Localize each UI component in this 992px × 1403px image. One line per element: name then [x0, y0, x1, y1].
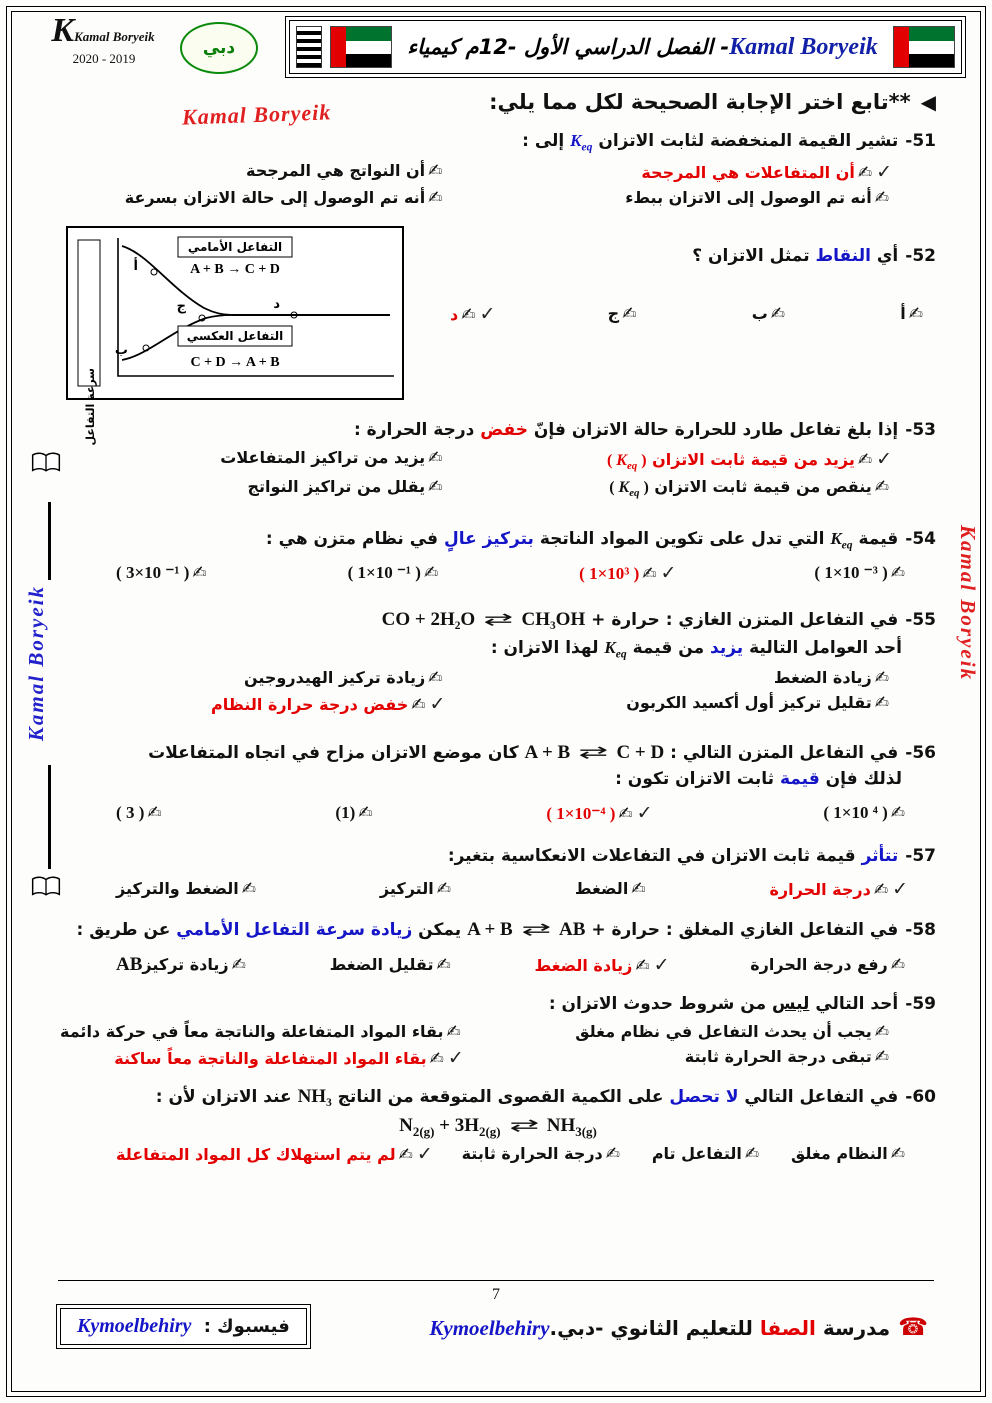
left-margin-watermark: Kamal Boryeik — [24, 585, 48, 742]
question-segment: لهذا الاتزان : — [490, 637, 605, 658]
chemical-formula: NH₃ — [297, 1086, 332, 1108]
option-label: رفع درجة الحرارة — [750, 954, 888, 974]
option-label: درجة الحرارة — [769, 880, 871, 900]
pen-icon: ✍ — [890, 1144, 905, 1165]
answer-option — [489, 477, 936, 499]
facebook-handle: Kymoelbehiry — [77, 1315, 192, 1337]
option-label: خفض درجة حرارة النظام — [211, 694, 409, 714]
question-segment: لذلك فإن — [819, 769, 902, 790]
margin-rule — [48, 502, 51, 580]
chemical-equation: A + B ⇄ C + D — [524, 741, 665, 763]
option-label: ( 1×10 ⁻³ ) — [814, 563, 888, 583]
option-label: أن النواتج هي المرجحة — [246, 160, 426, 180]
question-keyword: يزيد — [710, 637, 744, 658]
pen-icon: ✍ — [770, 304, 786, 325]
pen-icon: ✍ — [642, 564, 657, 585]
question-segment: كان موضع الاتزان مزاح في اتجاه المتفاعلات — [148, 742, 525, 763]
answer-option — [575, 879, 649, 899]
author-logo-script — [34, 14, 174, 48]
author-signature: Kamal Boryeik — [181, 99, 332, 130]
pen-icon: ✍ — [890, 563, 905, 584]
option-label: يزيد من قيمة ثابت الاتزان ( $K_{eq}$ ) — [606, 450, 855, 473]
question-54 — [60, 526, 936, 585]
answer-option-correct — [60, 1047, 508, 1069]
question-keyword: خفض — [480, 419, 528, 440]
option-label: د — [450, 305, 459, 325]
pen-icon: ✍ — [436, 954, 451, 975]
option-label: بقاء المواد المتفاعلة والناتجة معاً في حركة دائمة — [60, 1022, 444, 1042]
option-label: أنه تم الوصول إلى حالة الاتزان بسرعة — [124, 187, 426, 207]
pen-icon: ✍ — [635, 955, 650, 976]
pen-icon: ✍ — [423, 563, 439, 584]
right-margin-watermark: Kamal Boryeik — [956, 525, 980, 682]
footer-divider — [58, 1280, 934, 1281]
answer-option — [60, 477, 489, 499]
keq-symbol: $K_{eq}$ — [604, 637, 627, 661]
option-label: تبقى درجة الحرارة ثابتة — [684, 1047, 872, 1067]
option-label: ( 1×10⁻⁴ ) — [546, 803, 616, 823]
pen-icon: ✍ — [874, 1047, 889, 1068]
question-text — [60, 606, 936, 635]
pen-icon: ✍ — [874, 1022, 889, 1043]
pen-icon: ✍ — [241, 879, 256, 900]
checkmark-icon: ✓ — [876, 448, 892, 471]
equilibrium-arrow-icon: ⇄ — [483, 610, 514, 631]
question-number: 55- — [905, 610, 936, 631]
page-title — [400, 34, 885, 61]
option-label: يزيد من تراكيز المتفاعلات — [220, 448, 426, 468]
question-segment: أحد العوامل التالية — [743, 637, 902, 658]
questions-area — [60, 90, 936, 1165]
pen-icon: ✍ — [428, 160, 443, 181]
chemical-formula: A + B — [467, 919, 513, 941]
checkmark-icon: ✓ — [876, 160, 892, 183]
graph-point-a: أ — [133, 258, 138, 274]
question-segment: من قيمة — [626, 637, 711, 658]
options-row — [414, 303, 936, 325]
answer-option — [508, 1047, 936, 1069]
author-logo — [34, 14, 174, 67]
graph-reverse-equation: C + D → A + B — [190, 354, 280, 370]
option-label: أن المتفاعلات هي المرجحة — [641, 162, 855, 182]
options-grid — [60, 448, 936, 499]
answer-option — [116, 954, 249, 976]
question-keyword: ليس — [772, 993, 810, 1014]
answer-option-correct — [489, 448, 936, 472]
question-segment: في التفاعل المتزن الغازي : حرارة + — [585, 610, 899, 631]
pen-icon: ✍ — [618, 803, 633, 824]
option-label: ب — [751, 304, 768, 324]
graph-point-b: ب — [114, 342, 128, 358]
graph-y-axis-label: سرعة التفاعل — [84, 367, 97, 446]
pen-icon: ✍ — [436, 879, 451, 900]
section-heading-text: **تابع اختر الإجابة الصحيحة لكل مما يلي: — [489, 90, 911, 114]
margin-rule — [48, 765, 51, 869]
answer-option-correct — [534, 954, 669, 976]
checkmark-icon: ✓ — [479, 303, 496, 326]
answer-option — [60, 448, 489, 472]
pen-icon: ✍ — [874, 692, 889, 713]
pen-icon: ✍ — [890, 802, 905, 823]
question-segment: في التفاعل الغازي المغلق : حرارة + — [585, 920, 899, 941]
pen-icon: ✍ — [446, 1022, 461, 1043]
school-name-segment: للتعليم الثانوي -دبي. — [549, 1315, 760, 1340]
checkmark-icon: ✓ — [447, 1047, 464, 1070]
chemical-formula: CH₃OH — [521, 609, 586, 631]
question-number: 54- — [905, 528, 936, 549]
pen-icon: ✍ — [428, 448, 443, 469]
question-keyword: قيمة — [779, 769, 820, 790]
dubai-badge: دبي — [180, 22, 258, 74]
question-segment: في التفاعل التالي — [738, 1087, 899, 1108]
flag-stripes-decoration — [296, 26, 322, 68]
option-label: ( 3×10 ⁻¹ ) — [116, 563, 190, 583]
pen-icon: ✍ — [622, 304, 637, 325]
option-label: تقليل تركيز أول أكسيد الكربون — [626, 692, 872, 712]
pen-icon: ✍ — [744, 1144, 760, 1165]
answer-option — [791, 1144, 908, 1164]
option-label: النظام مغلق — [790, 1144, 888, 1164]
logo-name-text: Kamal Boryeik — [74, 29, 155, 44]
answer-option — [60, 668, 489, 688]
open-book-icon — [30, 452, 62, 478]
graph-forward-equation: A + B → C + D — [190, 261, 280, 277]
graph-reverse-label: التفاعل العكسي — [186, 328, 284, 343]
question-segment: عند الاتزان لأن : — [155, 1087, 298, 1108]
options-row — [60, 562, 936, 584]
question-text — [60, 635, 936, 663]
question-segment: قيمة ثابت الاتزان في التفاعلات الانعكاسية بتغير: — [447, 845, 862, 866]
option-label: التفاعل تام — [651, 1144, 742, 1164]
school-name — [429, 1313, 928, 1341]
answer-option — [608, 304, 640, 324]
page-title-author: Kamal Boryeik — [729, 33, 878, 60]
option-label: التركيز — [379, 879, 434, 899]
question-segment: على الكمية القصوى المتوقعة من الناتج — [331, 1087, 670, 1108]
option-label: يقلل من تراكيز النواتج — [247, 477, 426, 497]
header-title-box-inner — [289, 20, 962, 74]
answer-option — [489, 693, 936, 715]
question-number: 59- — [905, 993, 936, 1014]
uae-flag-icon — [330, 26, 392, 68]
answer-option — [652, 1144, 762, 1164]
question-text — [60, 1083, 936, 1112]
answer-option — [116, 803, 165, 823]
question-segment: التي تدل على تكوين المواد الناتجة — [533, 528, 831, 549]
question-keyword: بتركيز عالٍ — [443, 528, 534, 549]
question-53 — [60, 418, 936, 500]
answer-option-correct — [579, 562, 676, 584]
pen-icon: ✍ — [857, 162, 873, 183]
question-segment: درجة الحرارة : — [353, 419, 481, 440]
answer-option — [60, 161, 489, 183]
social-handle: Kymoelbehiry — [429, 1315, 550, 1340]
question-57 — [60, 844, 936, 901]
answer-option — [462, 1144, 623, 1164]
question-number: 60- — [905, 1087, 936, 1108]
pen-icon: ✍ — [147, 802, 162, 823]
question-segment: إذا بلغ تفاعل طارد للحرارة حالة الاتزان فإنّ — [527, 419, 899, 440]
option-label: ( 1×10³ ) — [579, 564, 640, 584]
options-row — [60, 878, 936, 900]
checkmark-icon: ✓ — [416, 1143, 433, 1166]
page-number: 7 — [492, 1286, 500, 1303]
pointer-arrow-icon: ◀ — [920, 90, 936, 114]
chemical-equation: $N_{2(g)} + 3H_{2(g)}$ ⇄ $NH_{3(g)}$ — [399, 1114, 597, 1139]
question-segment: قيمة — [852, 528, 899, 549]
question-segment: أي — [870, 245, 899, 266]
answer-option — [752, 304, 788, 324]
pen-icon: ✍ — [873, 880, 889, 901]
checkmark-icon: ✓ — [429, 692, 446, 715]
pen-icon: ✍ — [428, 477, 443, 498]
header-title-box — [285, 16, 966, 78]
option-label: درجة الحرارة ثابتة — [461, 1144, 603, 1164]
pen-icon: ✍ — [428, 667, 443, 688]
pen-icon: ✍ — [605, 1144, 621, 1165]
option-label: الضغط — [574, 879, 629, 899]
logo-initial: K — [51, 12, 75, 49]
checkmark-icon: ✓ — [636, 801, 653, 824]
pen-icon: ✍ — [857, 450, 873, 471]
option-label: زيادة تركيزAB — [116, 953, 229, 975]
question-text — [60, 128, 936, 156]
question-text — [414, 244, 936, 270]
question-text — [60, 526, 936, 554]
footer — [60, 1308, 928, 1345]
option-label: أنه تم الوصول إلى الاتزان ببطء — [625, 187, 872, 207]
options-grid — [60, 1022, 936, 1069]
uae-flag-icon — [893, 26, 955, 68]
graph-forward-label: التفاعل الأمامي — [187, 239, 283, 254]
checkmark-icon: ✓ — [660, 562, 677, 585]
options-row — [60, 1143, 936, 1165]
checkmark-icon: ✓ — [892, 878, 908, 901]
answer-option — [330, 955, 454, 975]
option-label: لم يتم استهلاك كل المواد المتفاعلة — [116, 1145, 396, 1165]
question-text — [60, 739, 936, 768]
pen-icon: ✍ — [428, 187, 443, 208]
question-56 — [60, 739, 936, 824]
pen-icon: ✍ — [461, 305, 476, 326]
answer-option — [60, 1022, 508, 1042]
pen-icon: ✍ — [908, 304, 923, 325]
options-row — [60, 802, 936, 824]
options-grid — [60, 161, 936, 208]
question-text — [60, 767, 936, 793]
checkmark-icon: ✓ — [653, 953, 670, 976]
option-label: زيادة الضغط — [773, 667, 872, 687]
keq-symbol: $K_{eq}$ — [830, 528, 853, 551]
question-51 — [60, 128, 936, 208]
answer-option-correct — [450, 303, 495, 325]
question-number: 52- — [905, 245, 936, 266]
question-keyword: تتأثر — [861, 845, 899, 866]
question-text — [60, 992, 936, 1018]
answer-option — [60, 188, 489, 208]
question-segment: يمكن — [412, 920, 468, 941]
option-label: الضغط والتركيز — [116, 879, 239, 899]
facebook-box — [60, 1308, 307, 1345]
option-label: ( 3 ) — [116, 802, 145, 822]
option-label: (1) — [335, 802, 356, 822]
question-number: 58- — [905, 920, 936, 941]
answer-option — [348, 563, 442, 583]
option-label: زيادة تركيز الهيدروجين — [243, 667, 426, 687]
pen-icon: ✍ — [874, 477, 889, 498]
question-segment: تمثل الاتزان ؟ — [692, 245, 816, 266]
section-heading — [60, 90, 936, 114]
option-label: أ — [900, 304, 906, 324]
option-label: ( 1×10 ⁴ ) — [823, 802, 888, 822]
question-60 — [60, 1083, 936, 1165]
question-segment: تشير القيمة المنخفضة لثابت الاتزان — [592, 131, 899, 151]
phone-icon: ☎ — [898, 1312, 928, 1341]
pen-icon: ✍ — [874, 187, 889, 208]
option-label: بقاء المواد المتفاعلة والناتجة معاً ساكنة — [114, 1049, 427, 1069]
keq-symbol: $K_{eq}$ — [570, 131, 593, 154]
facebook-label: فيسبوك : — [197, 1316, 290, 1337]
question-keyword: زيادة سرعة التفاعل الأمامي — [176, 920, 413, 941]
answer-option-correct — [769, 878, 908, 900]
question-segment: في نظام متزن هي : — [265, 528, 444, 549]
question-segment: إلى : — [522, 131, 571, 151]
pen-icon: ✍ — [890, 954, 905, 975]
question-segment: ثابت الاتزان تكون : — [615, 769, 780, 790]
chemical-formula: CO + 2H₂O — [381, 609, 476, 631]
answer-option-correct — [489, 161, 936, 183]
option-label: ( 1×10 ⁻¹ ) — [347, 563, 421, 583]
answer-option — [900, 304, 926, 324]
school-name-highlight: الصفا — [759, 1315, 816, 1340]
answer-option — [380, 879, 454, 899]
pen-icon: ✍ — [192, 563, 207, 584]
question-segment: أحد التالي — [809, 993, 899, 1014]
open-book-icon — [30, 876, 62, 902]
option-label: زيادة الضغط — [534, 955, 633, 975]
option-label: يجب أن يحدث التفاعل في نظام مغلق — [575, 1022, 872, 1042]
page-title-arabic: - الفصل الدراسي الأول -12م كيمياء — [407, 34, 730, 59]
question-number: 51- — [905, 131, 936, 151]
question-text — [60, 916, 936, 945]
answer-option — [489, 188, 936, 208]
equilibrium-arrow-icon: ⇄ — [520, 920, 551, 941]
options-row — [60, 954, 936, 976]
graph-point-d: د — [273, 296, 280, 312]
answer-option — [508, 1022, 936, 1042]
pen-icon: ✍ — [631, 879, 646, 900]
answer-option — [814, 563, 908, 583]
option-label: ج — [607, 304, 620, 324]
question-keyword: النقاط — [815, 245, 871, 266]
option-label: تقليل الضغط — [329, 954, 434, 974]
question-segment: في التفاعل المتزن التالي : — [664, 742, 899, 763]
answer-option — [750, 955, 908, 975]
pen-icon: ✍ — [429, 1049, 444, 1070]
chemical-formula: AB — [559, 919, 586, 941]
answer-option — [335, 803, 375, 823]
logo-years: 2020 - 2019 — [72, 51, 136, 66]
question-segment: عن طريق : — [76, 920, 177, 941]
question-number: 56- — [905, 742, 936, 763]
option-label: ينقص من قيمة ثابت الاتزان ( $K_{eq}$ ) — [609, 477, 872, 500]
pen-icon: ✍ — [358, 802, 373, 823]
question-59 — [60, 992, 936, 1070]
question-segment: من شروط حدوث الاتزان : — [548, 993, 773, 1014]
equilibrium-arrow-icon: ⇄ — [508, 1115, 539, 1136]
answer-option — [489, 668, 936, 688]
pen-icon: ✍ — [231, 954, 246, 975]
question-58 — [60, 916, 936, 976]
question-text — [60, 844, 936, 870]
options-grid — [60, 668, 936, 715]
question-text — [60, 418, 936, 444]
pen-icon: ✍ — [874, 667, 889, 688]
answer-option — [116, 563, 210, 583]
question-number: 57- — [905, 845, 936, 866]
equilibrium-rate-graph — [66, 226, 404, 446]
answer-option-correct — [546, 802, 652, 824]
graph-point-c: ج — [176, 298, 186, 314]
pen-icon: ✍ — [398, 1145, 413, 1166]
pen-icon: ✍ — [411, 694, 426, 715]
answer-option-correct — [60, 693, 489, 715]
question-keyword: لا تحصل — [669, 1087, 739, 1108]
question-number: 53- — [905, 419, 936, 440]
answer-option — [116, 879, 259, 899]
question-55 — [60, 606, 936, 714]
answer-option-correct — [116, 1143, 433, 1165]
answer-option — [823, 803, 908, 823]
school-name-segment: مدرسة — [815, 1315, 891, 1340]
